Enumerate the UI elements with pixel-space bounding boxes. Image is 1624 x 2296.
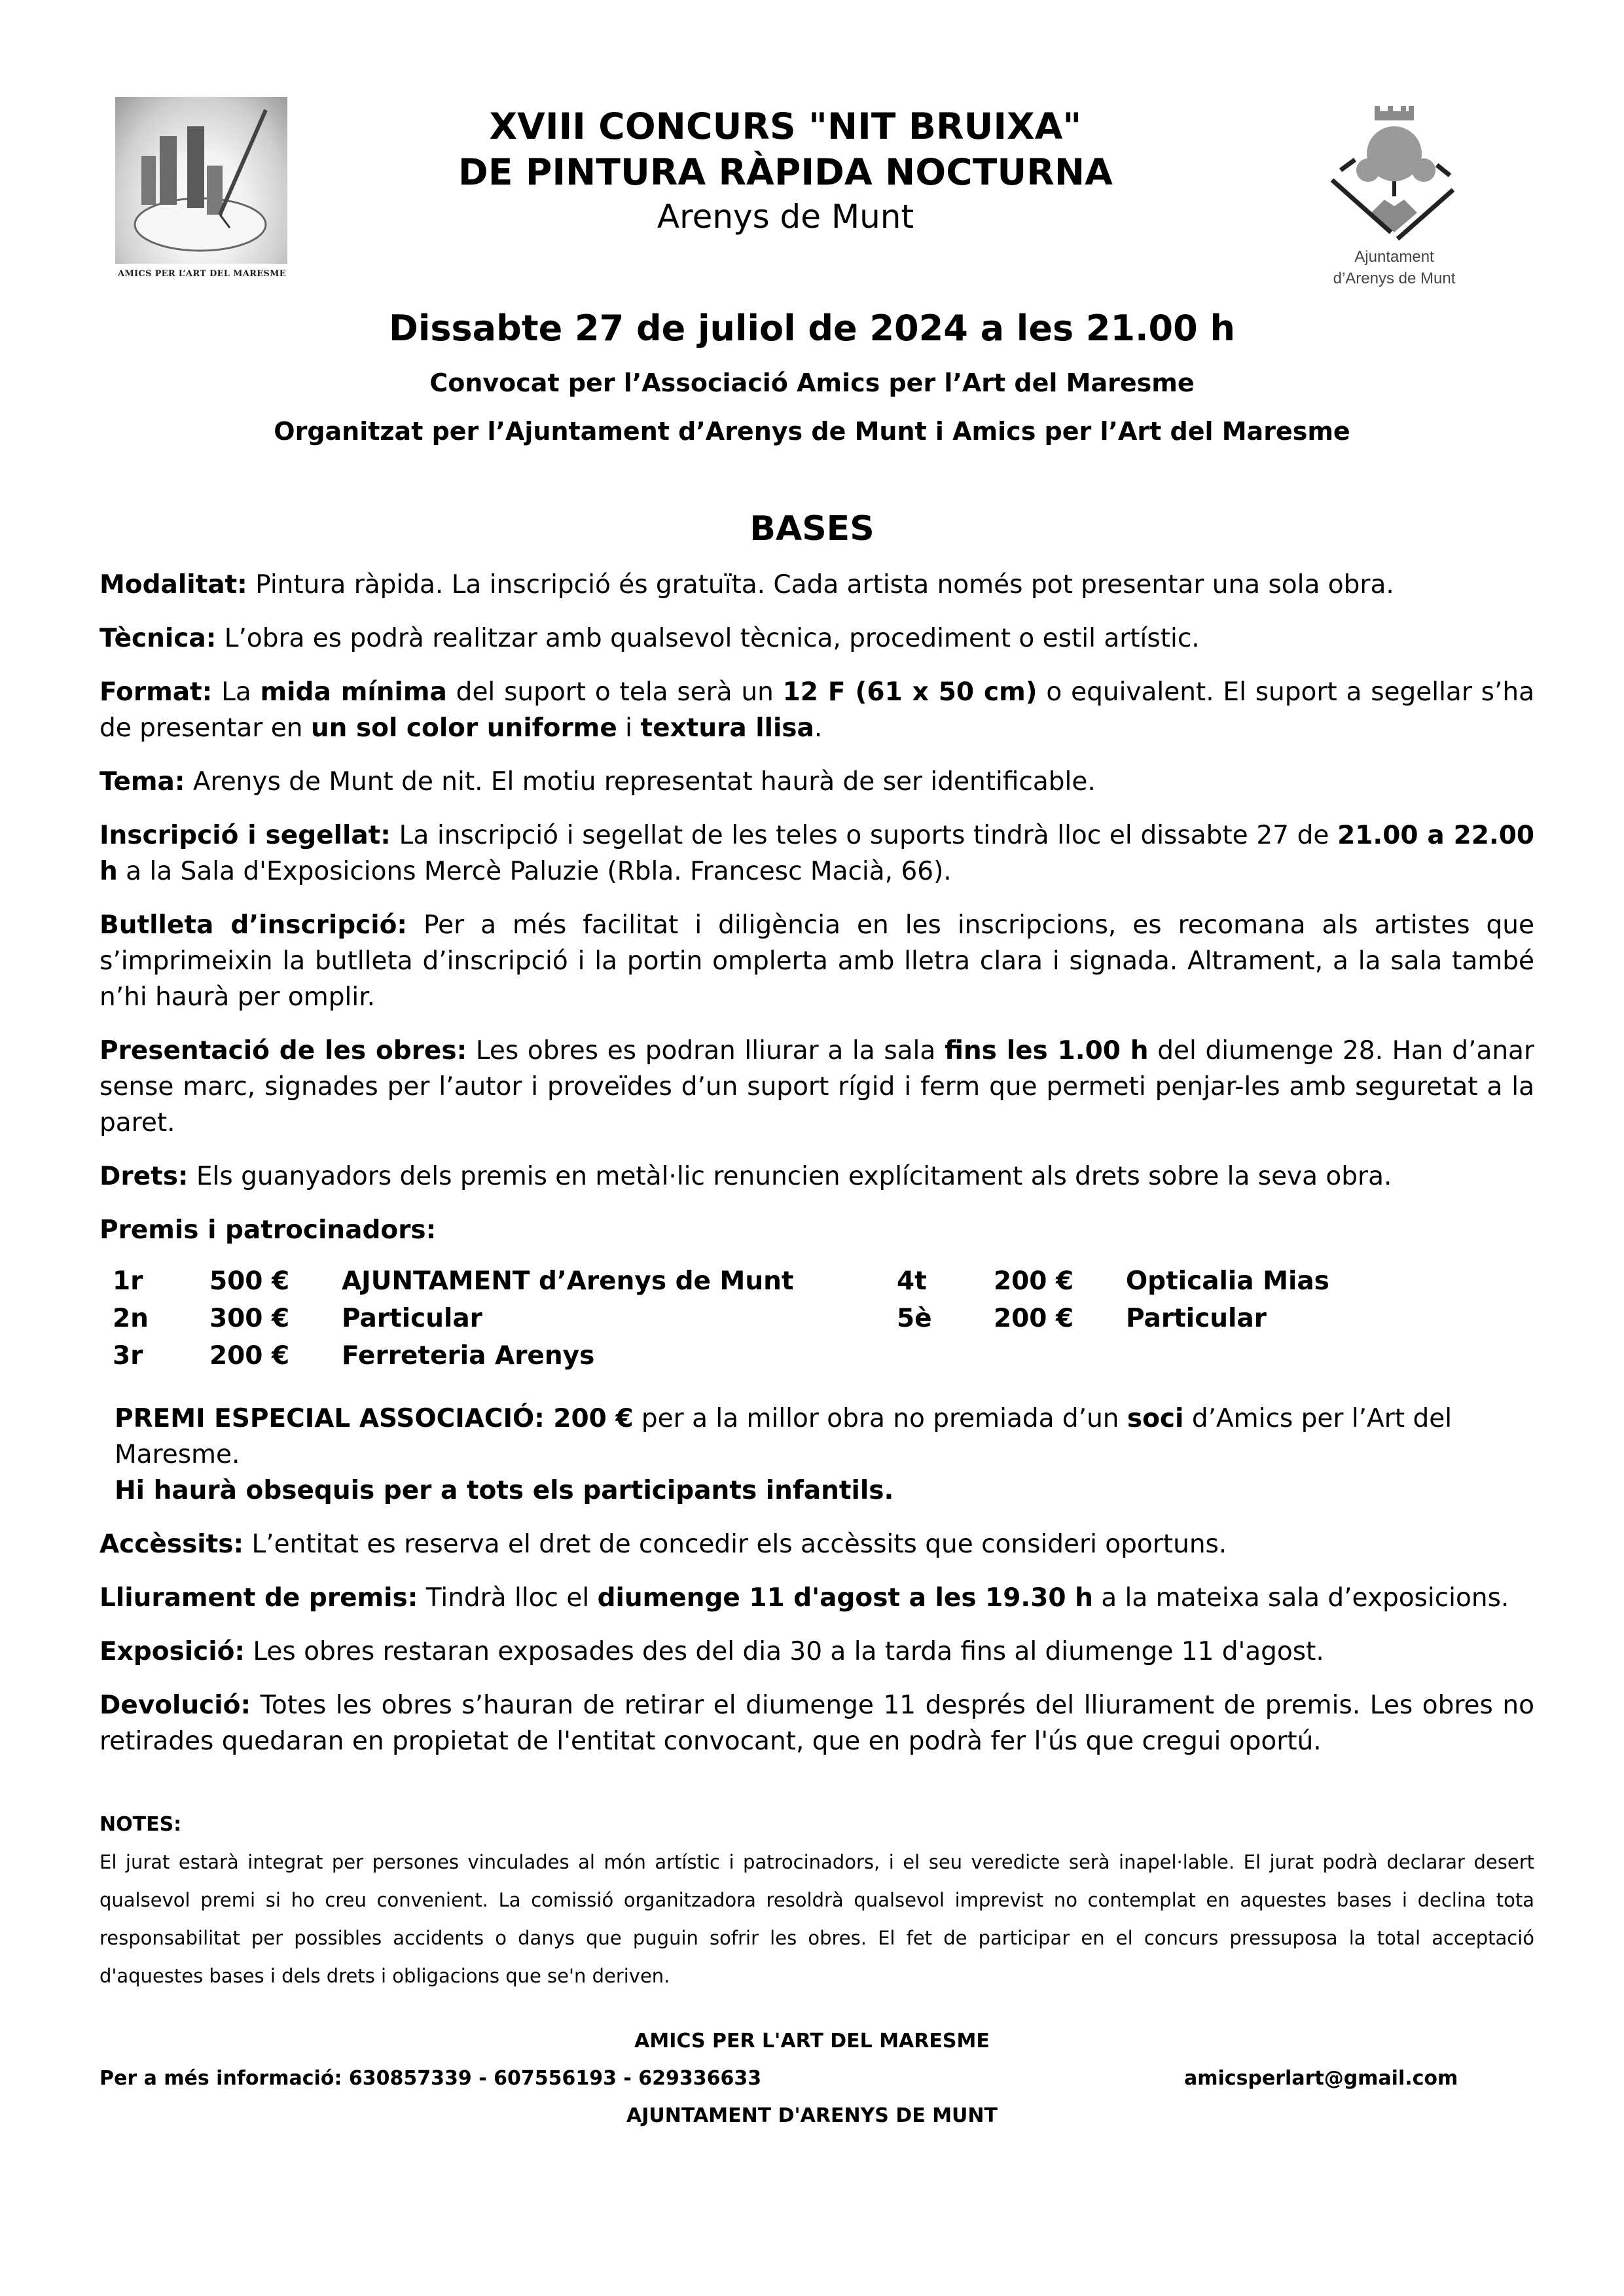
presentacio-text: del diumenge 28. Han d’anar sense marc, signades per l’autor i proveïdes d’un suport rígid i ferm que permeti penjar-les amb seguretat a la paret.: [99, 1036, 1534, 1138]
special-prize-text: per a la millor obra no premiada d’un: [633, 1404, 1127, 1433]
notes-section: [99, 1812, 1534, 1995]
right-logo-caption-1: Ajuntament: [1354, 248, 1434, 266]
title-block: [327, 103, 1244, 237]
format-text: La: [212, 677, 261, 707]
special-prize-block: [115, 1401, 1534, 1509]
format-label: Format:: [99, 677, 213, 707]
right-logo-caption-2: d’Arenys de Munt: [1333, 270, 1456, 287]
modalitat-paragraph: [99, 567, 1534, 603]
prize-sponsor: AJUNTAMENT d’Arenys de Munt: [342, 1266, 794, 1296]
coat-of-arms-icon: [1329, 105, 1460, 242]
lliurament-text: Tindrà lloc el: [418, 1583, 598, 1613]
butlleta-text: Per a més facilitat i diligència en les inscripcions, es recomana als artistes que s’imprimeixin la butlleta d’inscripció i la portin omplerta amb lletra clara i signada. Altrament, a la sala també n’hi haurà per omplir.: [99, 910, 1534, 1012]
tema-text: Arenys de Munt de nit. El motiu representat haurà de ser identificable.: [185, 767, 1096, 797]
special-prize-label: PREMI ESPECIAL ASSOCIACIÓ: 200 €: [115, 1404, 634, 1433]
presentacio-text: Les obres es podran lliurar a la sala: [467, 1036, 945, 1066]
exposicio-paragraph: [99, 1634, 1534, 1670]
notes-text: El jurat estarà integrat per persones vinculades al món artístic i patrocinadors, i el seu veredicte serà inapel·lable. El jurat podrà declarar desert qualsevol premi si ho creu convenient. La comissió organitzadora resoldrà qualsevol imprevist no contemplat en aquestes bases i declina tota responsabilitat per possibles accidents o danys que puguin sofrir les obres. El fet de participar en el concurs pressuposa la total acceptació d'aquestes bases i dels drets i obligacions que se'n deriven.: [99, 1851, 1534, 1987]
format-text: del suport o tela serà un: [446, 677, 783, 707]
premis-label: Premis i patrocinadors:: [99, 1215, 437, 1245]
tema-paragraph: [99, 764, 1534, 800]
lliurament-text: a la mateixa sala d’exposicions.: [1092, 1583, 1509, 1613]
paintbrush-palette-city-icon: [115, 97, 287, 264]
prize-amount: 200 €: [209, 1341, 290, 1371]
lliurament-paragraph: [99, 1580, 1534, 1616]
format-paragraph: [99, 674, 1534, 746]
inscripcio-text: a la Sala d'Exposicions Mercè Paluzie (Rbla. Francesc Macià, 66).: [117, 857, 952, 886]
tema-label: Tema:: [99, 767, 185, 797]
notes-heading: NOTES:: [99, 1813, 182, 1836]
footer-email-link[interactable]: amicsperlart@gmail.com: [1184, 2067, 1458, 2090]
prize-row: [113, 1300, 1534, 1337]
bases-body: [99, 567, 1534, 1777]
tecnica-paragraph: [99, 620, 1534, 656]
prize-position: 5è: [897, 1304, 932, 1333]
exposicio-text: Les obres restaran exposades des del dia 30 a la tarda fins al diumenge 11 d'agost.: [244, 1637, 1324, 1666]
bases-heading: BASES: [749, 509, 875, 548]
inscripcio-paragraph: [99, 817, 1534, 889]
exposicio-label: Exposició:: [99, 1637, 245, 1666]
devolucio-text: Totes les obres s’hauran de retirar el diumenge 11 després del lliurament de premis. Les obres no retirades quedaran en propietat de l'entitat convocant, que en podrà fer l'ús que cregui oportú.: [99, 1691, 1534, 1756]
format-text: i: [617, 713, 641, 743]
presentacio-paragraph: [99, 1033, 1534, 1141]
drets-text: Els guanyadors dels premis en metàl·lic renuncien explícitament als drets sobre la seva obra.: [188, 1162, 1392, 1191]
lliurament-bold: diumenge 11 d'agost a les 19.30 h: [597, 1583, 1093, 1613]
prizes-table: [113, 1263, 1534, 1374]
ajuntament-logo: [1316, 105, 1473, 301]
format-text: .: [814, 713, 823, 743]
inscripcio-text: La inscripció i segellat de les teles o suports tindrà lloc el dissabte 27 de: [390, 821, 1338, 850]
drets-label: Drets:: [99, 1162, 189, 1191]
special-prize-paragraph: [115, 1401, 1534, 1473]
obsequis-text: Hi haurà obsequis per a tots els participants infantils.: [115, 1476, 894, 1505]
prize-amount: 200 €: [994, 1304, 1074, 1333]
obsequis-paragraph: [115, 1473, 1534, 1509]
footer-org-ajuntament: AJUNTAMENT D'ARENYS DE MUNT: [626, 2104, 998, 2127]
prize-position: 3r: [113, 1341, 143, 1371]
devolucio-paragraph: [99, 1687, 1534, 1759]
title-line-1: XVIII CONCURS "NIT BRUIXA": [489, 105, 1082, 147]
title-line-2: DE PINTURA RÀPIDA NOCTURNA: [458, 151, 1113, 193]
inscripcio-bold: 21.00 a 22.00 h: [99, 821, 1534, 886]
format-text: o equivalent. El suport a segellar s’ha de presentar en: [99, 677, 1535, 743]
presentacio-label: Presentació de les obres:: [99, 1036, 467, 1066]
event-date: Dissabte 27 de juliol de 2024 a les 21.00 h: [389, 308, 1235, 349]
tecnica-label: Tècnica:: [99, 624, 217, 653]
prize-amount: 200 €: [994, 1266, 1074, 1296]
prize-sponsor: Particular: [1126, 1304, 1267, 1333]
format-bold: 12 F (61 x 50 cm): [782, 677, 1038, 707]
prize-row: [113, 1337, 1534, 1374]
inscripcio-label: Inscripció i segellat:: [99, 821, 391, 850]
prize-sponsor: Opticalia Mias: [1126, 1266, 1329, 1296]
prize-amount: 500 €: [209, 1266, 290, 1296]
prize-position: 2n: [113, 1304, 149, 1333]
tecnica-text: L’obra es podrà realitzar amb qualsevol tècnica, procediment o estil artístic.: [216, 624, 1200, 653]
convocat-line: Convocat per l’Associació Amics per l’Art del Maresme: [429, 368, 1195, 397]
accessits-label: Accèssits:: [99, 1530, 244, 1559]
organitzat-line: Organitzat per l’Ajuntament d’Arenys de Munt i Amics per l’Art del Maresme: [274, 417, 1350, 446]
devolucio-label: Devolució:: [99, 1691, 251, 1720]
prize-row: [113, 1263, 1534, 1300]
prize-amount: 300 €: [209, 1304, 290, 1333]
prize-position: 4t: [897, 1266, 927, 1296]
accessits-text: L’entitat es reserva el dret de concedir els accèssits que consideri oportuns.: [244, 1530, 1227, 1559]
prize-position: 1r: [113, 1266, 143, 1296]
butlleta-paragraph: [99, 907, 1534, 1015]
drets-paragraph: [99, 1158, 1534, 1194]
butlleta-label: Butlleta d’inscripció:: [99, 910, 408, 940]
format-bold: textura llisa: [640, 713, 814, 743]
special-prize-text: d’Amics per l’Art del Maresme.: [115, 1404, 1453, 1469]
modalitat-text: Pintura ràpida. La inscripció és gratuïta. Cada artista només pot presentar una sola obra.: [247, 570, 1394, 600]
presentacio-bold: fins les 1.00 h: [944, 1036, 1149, 1066]
special-prize-bold: soci: [1127, 1404, 1184, 1433]
lliurament-label: Lliurament de premis:: [99, 1583, 418, 1613]
format-bold: mida mínima: [260, 677, 447, 707]
prize-sponsor: Particular: [342, 1304, 482, 1333]
amics-art-maresme-logo: [115, 97, 289, 287]
town-subtitle: Arenys de Munt: [657, 198, 914, 236]
prize-sponsor: Ferreteria Arenys: [342, 1341, 595, 1371]
footer-contact-phones: Per a més informació: 630857339 - 607556193 - 629336633: [99, 2067, 762, 2090]
footer-org-amics: AMICS PER L'ART DEL MARESME: [634, 2030, 990, 2053]
left-logo-caption: AMICS PER L’ART DEL MARESME: [117, 269, 287, 279]
premis-paragraph: [99, 1212, 1534, 1248]
modalitat-label: Modalitat:: [99, 570, 247, 600]
format-bold: un sol color uniforme: [310, 713, 617, 743]
accessits-paragraph: [99, 1526, 1534, 1562]
